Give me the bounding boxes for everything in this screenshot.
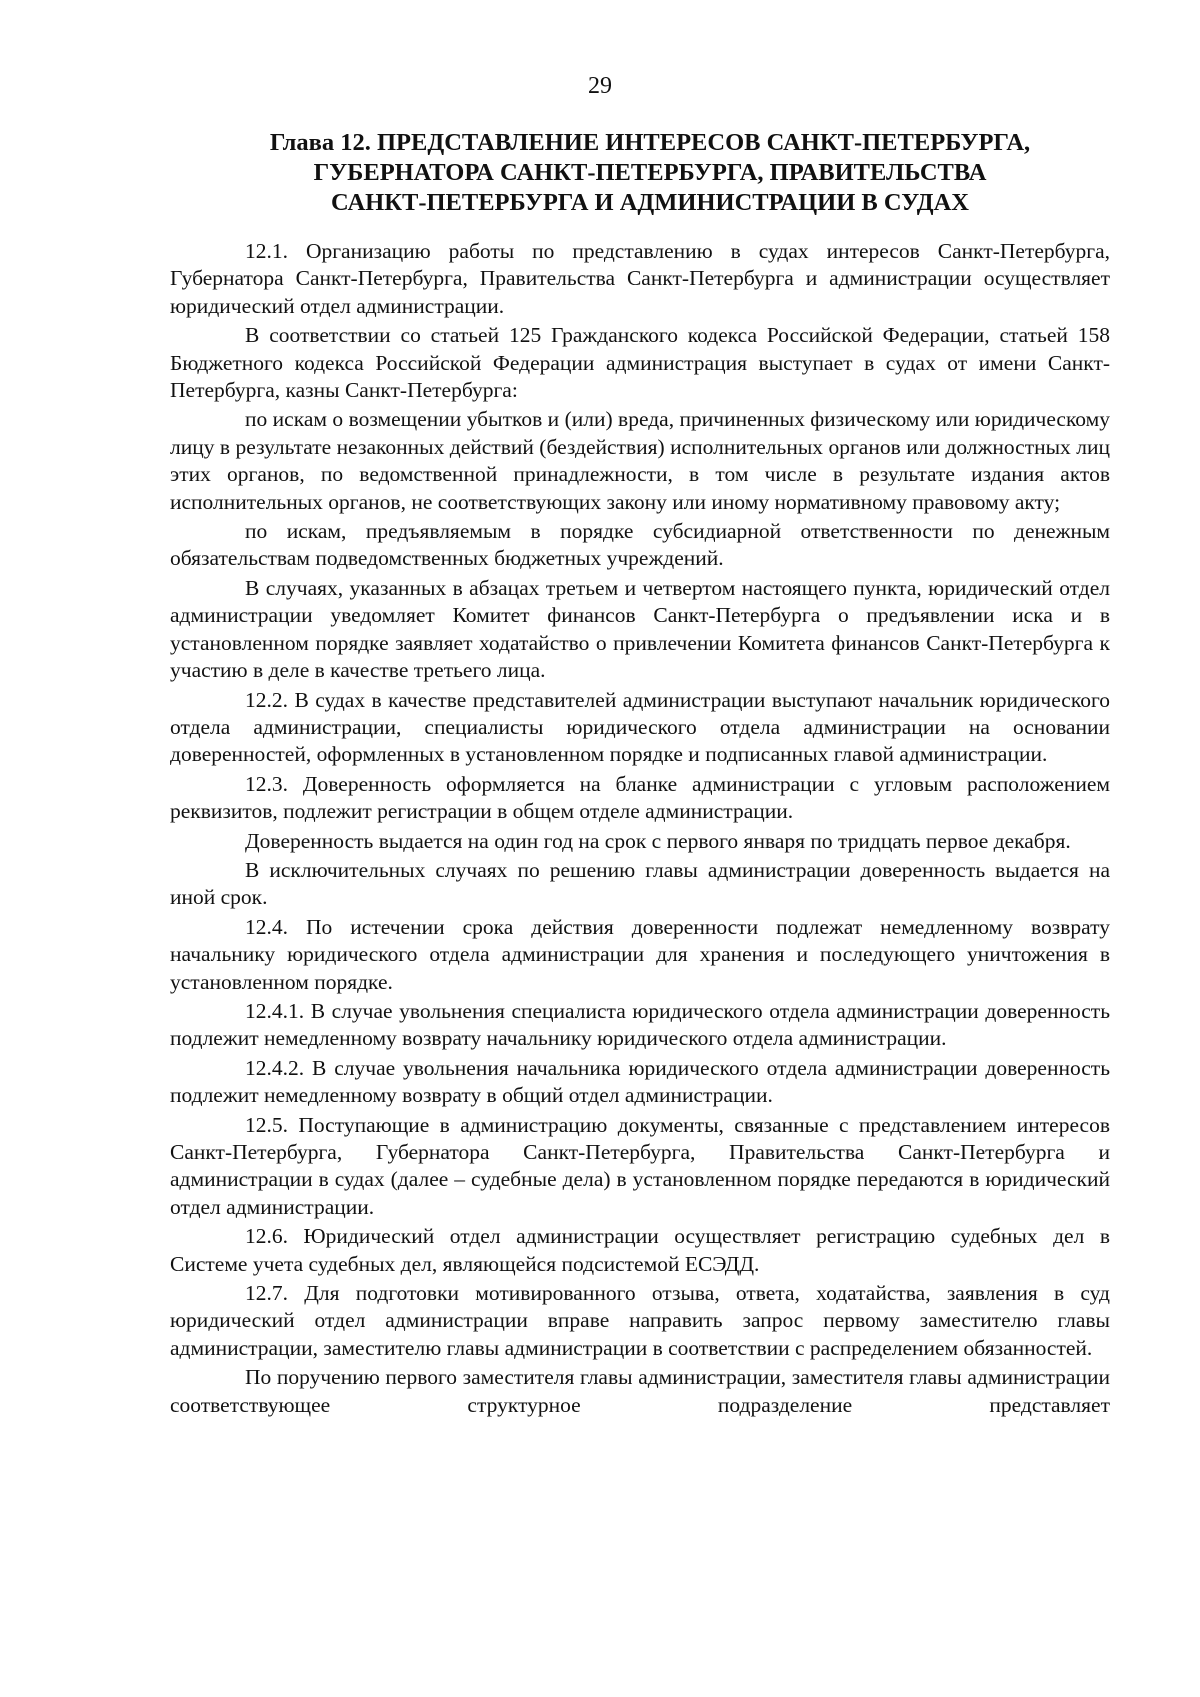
chapter-title-line: ГУБЕРНАТОРА САНКТ-ПЕТЕРБУРГА, ПРАВИТЕЛЬСТВА xyxy=(313,159,987,186)
paragraph-first-deputy-instruction: По поручению первого заместителя главы администрации, заместителя главы администрации соответствующее структурное подразделение представляет xyxy=(170,1365,1110,1417)
paragraph-12-4: 12.4. По истечении срока действия доверенности подлежат немедленному возврату начальнику юридического отдела администрации для хранения и последующего уничтожения в установленном порядке. xyxy=(170,914,1110,994)
paragraph-12-5: 12.5. Поступающие в администрацию документы, связанные с представлением интересов Санкт-Петербурга, Губернатора Санкт-Петербурга, Правительства Санкт-Петербурга и администрации в судах (далее – судебные дела) в установленном порядке передаются в юридический отдел администрации. xyxy=(170,1112,1110,1219)
paragraph-subsidiary-claims: по искам, предъявляемым в порядке субсидиарной ответственности по денежным обязательствам подведомственных бюджетных учреждений. xyxy=(170,519,1110,571)
paragraph-power-of-attorney-term: Доверенность выдается на один год на срок с первого января по тридцать первое декабря. xyxy=(245,828,1071,853)
chapter-title-line: САНКТ-ПЕТЕРБУРГА И АДМИНИСТРАЦИИ В СУДАХ xyxy=(330,189,970,216)
paragraph-12-4-2: 12.4.2. В случае увольнения начальника юридического отдела администрации доверенность подлежит немедленному возврату в общий отдел администрации. xyxy=(170,1055,1110,1108)
chapter-title-line: Глава 12. ПРЕДСТАВЛЕНИЕ ИНТЕРЕСОВ САНКТ-ПЕТЕРБУРГА, xyxy=(269,129,1031,156)
chapter-body xyxy=(170,238,1110,1419)
paragraph-exceptional-cases: В исключительных случаях по решению главы администрации доверенность выдается на иной срок. xyxy=(170,857,1110,910)
paragraph-article-125: В соответствии со статьей 125 Гражданского кодекса Российской Федерации, статьей 158 Бюджетного кодекса Российской Федерации администрация выступает в судах от имени Санкт-Петербурга, казны Санкт-Петербурга: xyxy=(170,323,1110,403)
page-number: 29 xyxy=(588,73,612,99)
paragraph-finance-committee-notice: В случаях, указанных в абзацах третьем и четвертом настоящего пункта, юридический отдел администрации уведомляет Комитет финансов Санкт-Петербурга о предъявлении иска и в установленном порядке заявляет ходатайство о привлечении Комитета финансов Санкт-Петербурга к участию в деле в качестве третьего лица. xyxy=(170,575,1110,683)
paragraph-12-4-1: 12.4.1. В случае увольнения специалиста юридического отдела администрации доверенность подлежит немедленному возврату начальнику юридического отдела администрации. xyxy=(170,998,1110,1051)
paragraph-12-7: 12.7. Для подготовки мотивированного отзыва, ответа, ходатайства, заявления в суд юридический отдел администрации вправе направить запрос первому заместителю главы администрации, заместителю главы администрации в соответствии с распределением обязанностей. xyxy=(170,1281,1110,1360)
paragraph-12-2: 12.2. В судах в качестве представителей администрации выступают начальник юридического отдела администрации, специалисты юридического отдела администрации на основании доверенностей, оформленных в установленном порядке и подписанных главой администрации. xyxy=(170,687,1110,767)
paragraph-12-3: 12.3. Доверенность оформляется на бланке администрации с угловым расположением реквизитов, подлежит регистрации в общем отделе администрации. xyxy=(170,771,1110,824)
chapter-title xyxy=(200,128,1100,218)
paragraph-12-6: 12.6. Юридический отдел администрации осуществляет регистрацию судебных дел в Системе учета судебных дел, являющейся подсистемой ЕСЭДД. xyxy=(170,1224,1110,1276)
paragraph-damages-claims: по искам о возмещении убытков и (или) вреда, причиненных физическому или юридическому лицу в результате незаконных действий (бездействия) исполнительных органов или должностных лиц этих органов, по ведомственной принадлежности, в том числе в результате издания актов исполнительных органов, не соответствующих закону или иному нормативному правовому акту; xyxy=(170,407,1110,514)
paragraph-12-1: 12.1. Организацию работы по представлению в судах интересов Санкт-Петербурга, Губернатора Санкт-Петербурга, Правительства Санкт-Петербурга и администрации осуществляет юридический отдел администрации. xyxy=(170,239,1110,318)
